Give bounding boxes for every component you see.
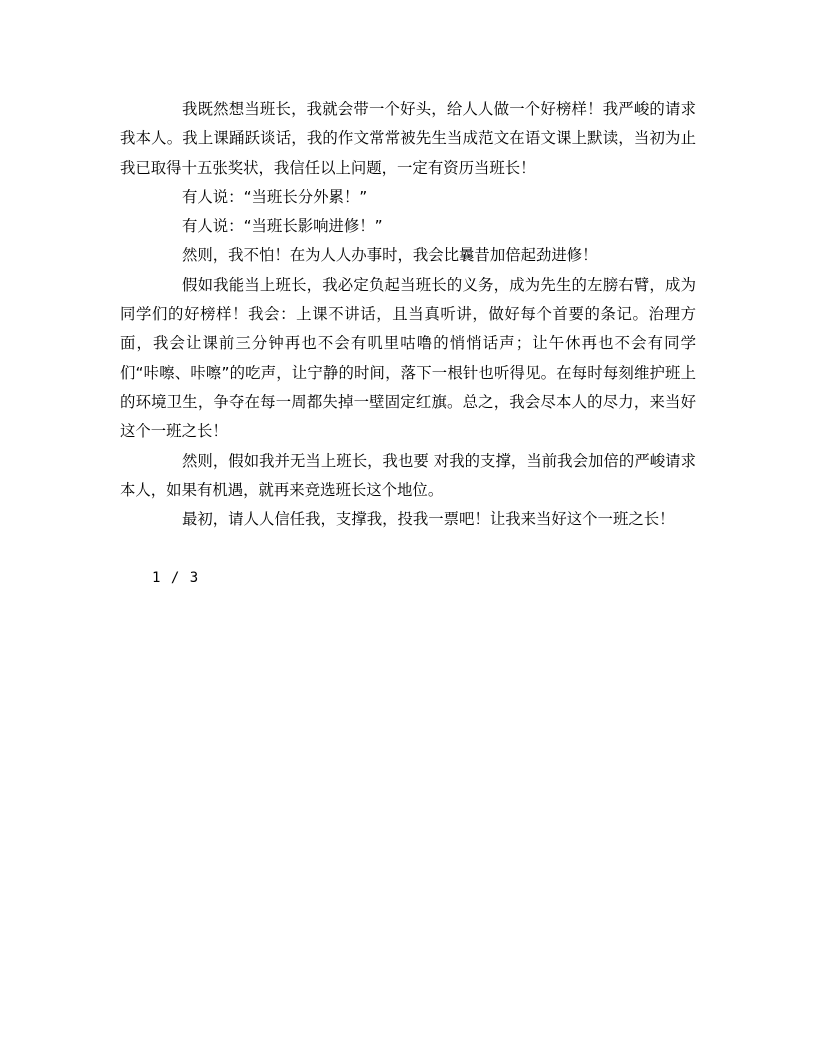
paragraph-5: 假如我能当上班长，我必定负起当班长的义务，成为先生的左膀右臂，成为同学们的好榜样！我会：上课不讲话，且当真听讲，做好每个首要的条记。治理方面，我会让课前三分钟再也不会有叽里咕噜的悄悄话声；让午休再也不会有同学们“咔嚓、咔嚓”的吃声，让宁静的时间，落下一根针也听得见。在每时每刻维护班上的环境卫生，争夺在每一周都失掉一壁固定红旗。总之，我会尽本人的尽力，来当好这个一班之长！ xyxy=(120,275,696,441)
paragraph-4: 然则，我不怕！在为人人办事时，我会比曩昔加倍起劲进修！ xyxy=(182,246,598,265)
paragraph-6: 然则，假如我并无当上班长，我也要 对我的支撑，当前我会加倍的严峻请求本人，如果有机遇，就再来竞选班长这个地位。 xyxy=(120,451,696,499)
paragraph-7: 最初，请人人信任我，支撑我，投我一票吧！让我来当好这个一班之长！ xyxy=(182,510,675,529)
document-body xyxy=(120,95,696,534)
paragraph-2: 有人说：“当班长分外累！” xyxy=(182,187,368,206)
page-number: 1 / 3 xyxy=(152,570,200,586)
paragraph-3: 有人说：“当班长影响进修！” xyxy=(182,217,383,236)
paragraph-1: 我既然想当班长，我就会带一个好头，给人人做一个好榜样！我严峻的请求我本人。我上课踊跃谈话，我的作文常常被先生当成范文在语文课上默读，当初为止我已取得十五张奖状，我信任以上问题，一定有资历当班长！ xyxy=(120,100,696,177)
